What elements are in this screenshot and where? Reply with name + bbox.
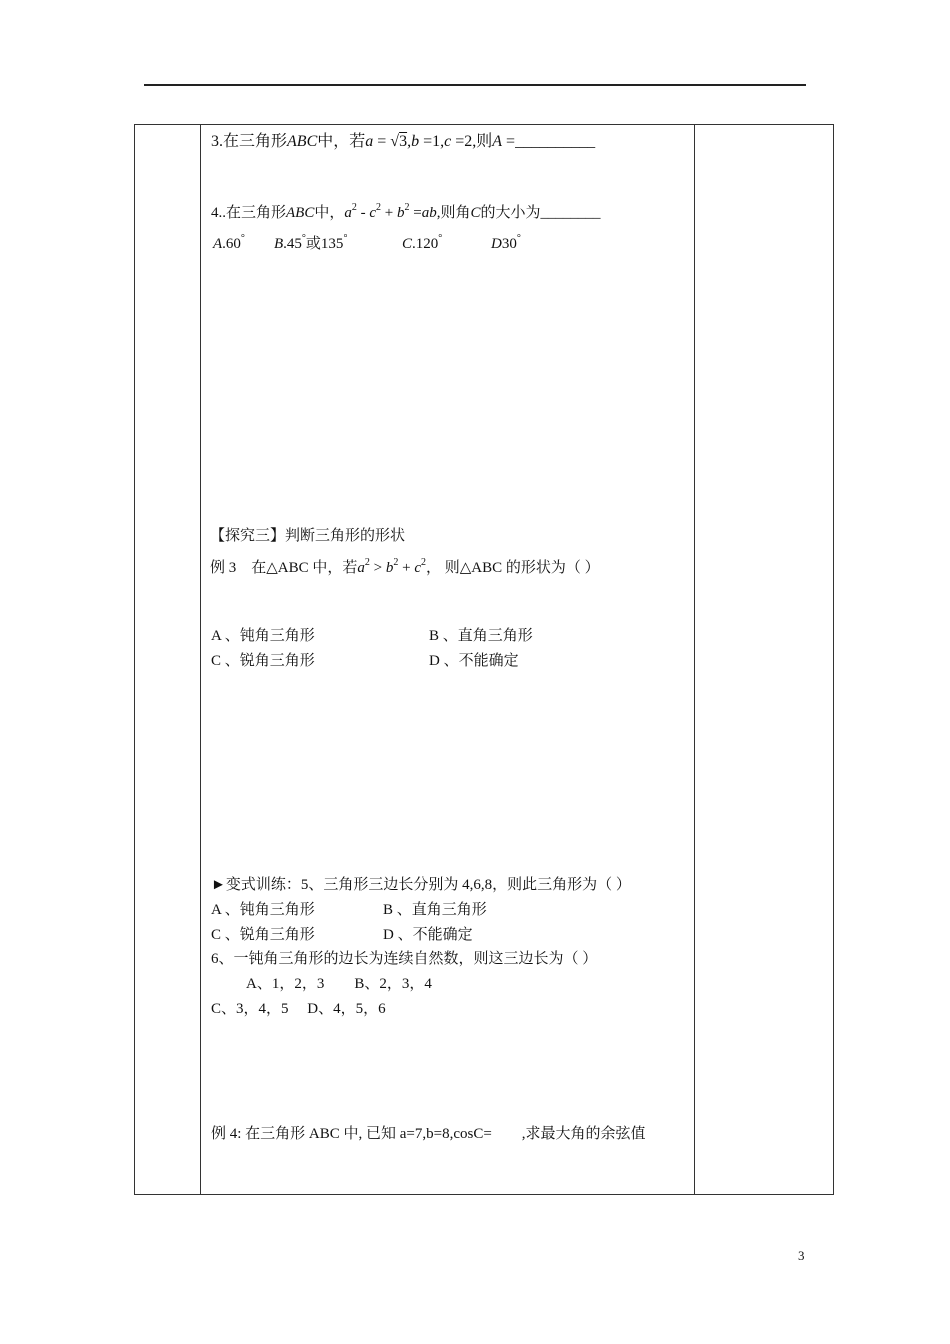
practice-question-6: 6、一钝角三角形的边长为连续自然数，则这三边长为（ ）	[211, 951, 598, 967]
example-4: 例 4: 在三角形 ABC 中, 已知 a=7,b=8,cosC= ,求最大角的余弦值	[211, 1126, 646, 1142]
column-divider-2	[694, 125, 695, 1194]
question-4: 4..在三角形ABC中，$a^2 - c^2 + b^2 =ab$,则角C的大小为________	[211, 202, 601, 221]
q5-option-b: B 、直角三角形	[383, 902, 487, 918]
q4-option-b: B.45°或135°	[274, 233, 348, 252]
question-3: 3.在三角形ABC中，若a = √3,b =1,c =2,则A =__________	[211, 133, 596, 150]
header-rule	[144, 84, 806, 86]
q5-option-a: A 、钝角三角形	[211, 902, 315, 918]
ex3-option-c: C 、锐角三角形	[211, 653, 315, 669]
q5-option-d: D 、不能确定	[383, 927, 473, 943]
example-3: 例 3 在△ABC 中，若$a^2 > b^2 + c^2$， 则△ABC 的形状为（ ）	[210, 557, 600, 576]
ex3-option-d: D 、不能确定	[429, 653, 519, 669]
column-divider-1	[200, 125, 201, 1194]
q6-options-cd: C、3，4，5 D、4，5，6	[211, 1001, 386, 1017]
q6-options-ab: A、1，2，3 B、2，3，4	[246, 976, 432, 992]
answer-blank: ________	[540, 205, 601, 221]
q4-option-d: D30°	[491, 233, 521, 252]
ex3-option-b: B 、直角三角形	[429, 628, 533, 644]
section-heading: 【探究三】判断三角形的形状	[210, 528, 406, 544]
q4-option-a: A.60°	[213, 233, 245, 252]
answer-blank: __________	[515, 133, 596, 150]
practice-question-5: ►变式训练：5、三角形三边长分别为 4,6,8，则此三角形为（ ）	[211, 877, 631, 893]
q4-option-c: C.120°	[402, 233, 443, 252]
ex3-option-a: A 、钝角三角形	[211, 628, 315, 644]
page-number: 3	[798, 1248, 805, 1263]
q5-option-c: C 、锐角三角形	[211, 927, 315, 943]
